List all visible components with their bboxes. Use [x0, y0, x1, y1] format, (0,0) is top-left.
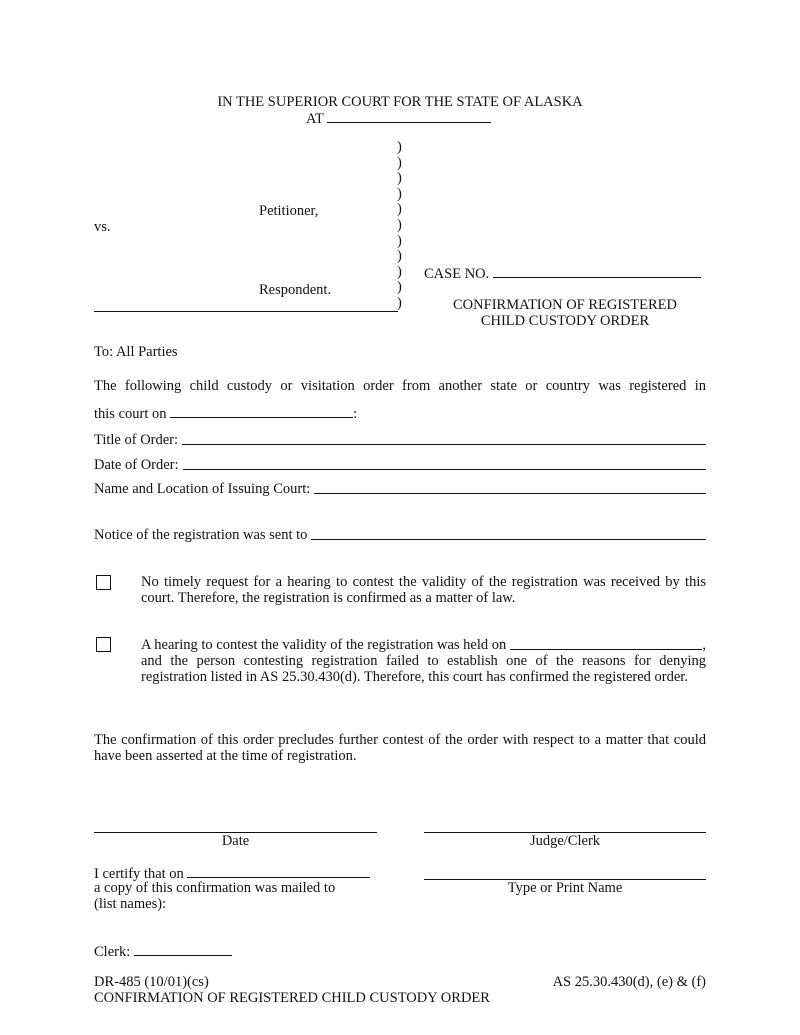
hearing-date-blank[interactable] — [510, 637, 702, 650]
clerk-line — [94, 943, 232, 960]
conclusion-text: The confirmation of this order precludes further contest of the order with respect to a matter that could have been asserted at the time of registration. — [94, 732, 706, 764]
court-location-line — [306, 110, 491, 127]
paren: ) — [397, 216, 402, 233]
court-location-blank[interactable] — [327, 110, 491, 123]
caption-bottom-line — [94, 311, 398, 312]
paren: ) — [397, 170, 402, 187]
case-no-label: CASE NO. — [424, 266, 490, 282]
paren: ) — [397, 139, 402, 155]
form-id: DR-485 (10/01)(cs) — [94, 974, 209, 990]
judge-clerk-label: Judge/Clerk — [529, 833, 601, 849]
form-title-footer: CONFIRMATION OF REGISTERED CHILD CUSTODY ORDER — [94, 990, 490, 1006]
paren: ) — [397, 232, 402, 249]
court-heading: IN THE SUPERIOR COURT FOR THE STATE OF ALASKA — [217, 94, 583, 110]
caption-parens — [397, 140, 402, 312]
paren: ) — [397, 154, 402, 171]
title-of-order-blank[interactable] — [182, 432, 706, 445]
statute-reference: AS 25.30.430(d), (e) & (f) — [552, 974, 706, 990]
title-of-order-line — [94, 432, 706, 448]
paren: ) — [397, 279, 402, 296]
hearing-date-line — [141, 637, 706, 653]
date-of-order-line — [94, 457, 706, 473]
clerk-blank[interactable] — [134, 943, 232, 956]
no-hearing-checkbox[interactable] — [96, 575, 111, 590]
notice-sent-line — [94, 527, 706, 543]
clerk-label: Clerk: — [94, 944, 131, 960]
date-of-order-label: Date of Order: — [94, 457, 179, 473]
hearing-held-label: A hearing to contest the validity of the registration was held on — [141, 637, 507, 653]
comma: , — [702, 637, 706, 653]
hearing-held-checkbox[interactable] — [96, 637, 111, 652]
mailed-text: a copy of this confirmation was mailed to — [94, 880, 336, 896]
vs-label: vs. — [94, 219, 111, 235]
certify-label: I certify that on — [94, 866, 184, 882]
paren: ) — [397, 294, 402, 311]
case-number-blank[interactable] — [493, 265, 701, 278]
document-title-line1: CONFIRMATION OF REGISTERED — [453, 297, 677, 313]
paren: ) — [397, 248, 402, 265]
document-title-line2: CHILD CUSTODY ORDER — [480, 313, 650, 329]
mailing-date-blank[interactable] — [187, 865, 370, 878]
notice-sent-label: Notice of the registration was sent to — [94, 527, 308, 543]
colon: : — [353, 406, 358, 422]
paren: ) — [397, 201, 402, 218]
issuing-court-line — [94, 481, 706, 497]
no-hearing-text: No timely request for a hearing to contest the validity of the registration was received by this court. Therefore, the registration is confirmed as a matter of law. — [141, 574, 706, 606]
date-label: Date — [221, 833, 250, 849]
petitioner-label: Petitioner, — [259, 203, 319, 219]
registration-date-line — [94, 405, 357, 422]
paren: ) — [397, 185, 402, 202]
paren: ) — [397, 263, 402, 280]
notice-sent-blank[interactable] — [311, 527, 706, 540]
list-names-label: (list names): — [94, 896, 167, 912]
addressee: To: All Parties — [94, 344, 178, 360]
intro-text: The following child custody or visitation order from another state or country was registered in — [94, 378, 706, 394]
case-number-line — [424, 265, 701, 282]
title-of-order-label: Title of Order: — [94, 432, 179, 448]
respondent-label: Respondent. — [259, 282, 332, 298]
registration-date-blank[interactable] — [170, 405, 353, 418]
issuing-court-label: Name and Location of Issuing Court: — [94, 481, 311, 497]
hearing-held-text: and the person contesting registration failed to establish one of the reasons for denying registration listed in AS 25.30.430(d). Therefore, this court has confirmed the registered order. — [141, 653, 706, 685]
issuing-court-blank[interactable] — [314, 481, 706, 494]
date-of-order-blank[interactable] — [183, 457, 706, 470]
this-court-on-label: this court on — [94, 406, 167, 422]
type-print-name-label: Type or Print Name — [507, 880, 623, 896]
at-label: AT — [306, 111, 324, 127]
